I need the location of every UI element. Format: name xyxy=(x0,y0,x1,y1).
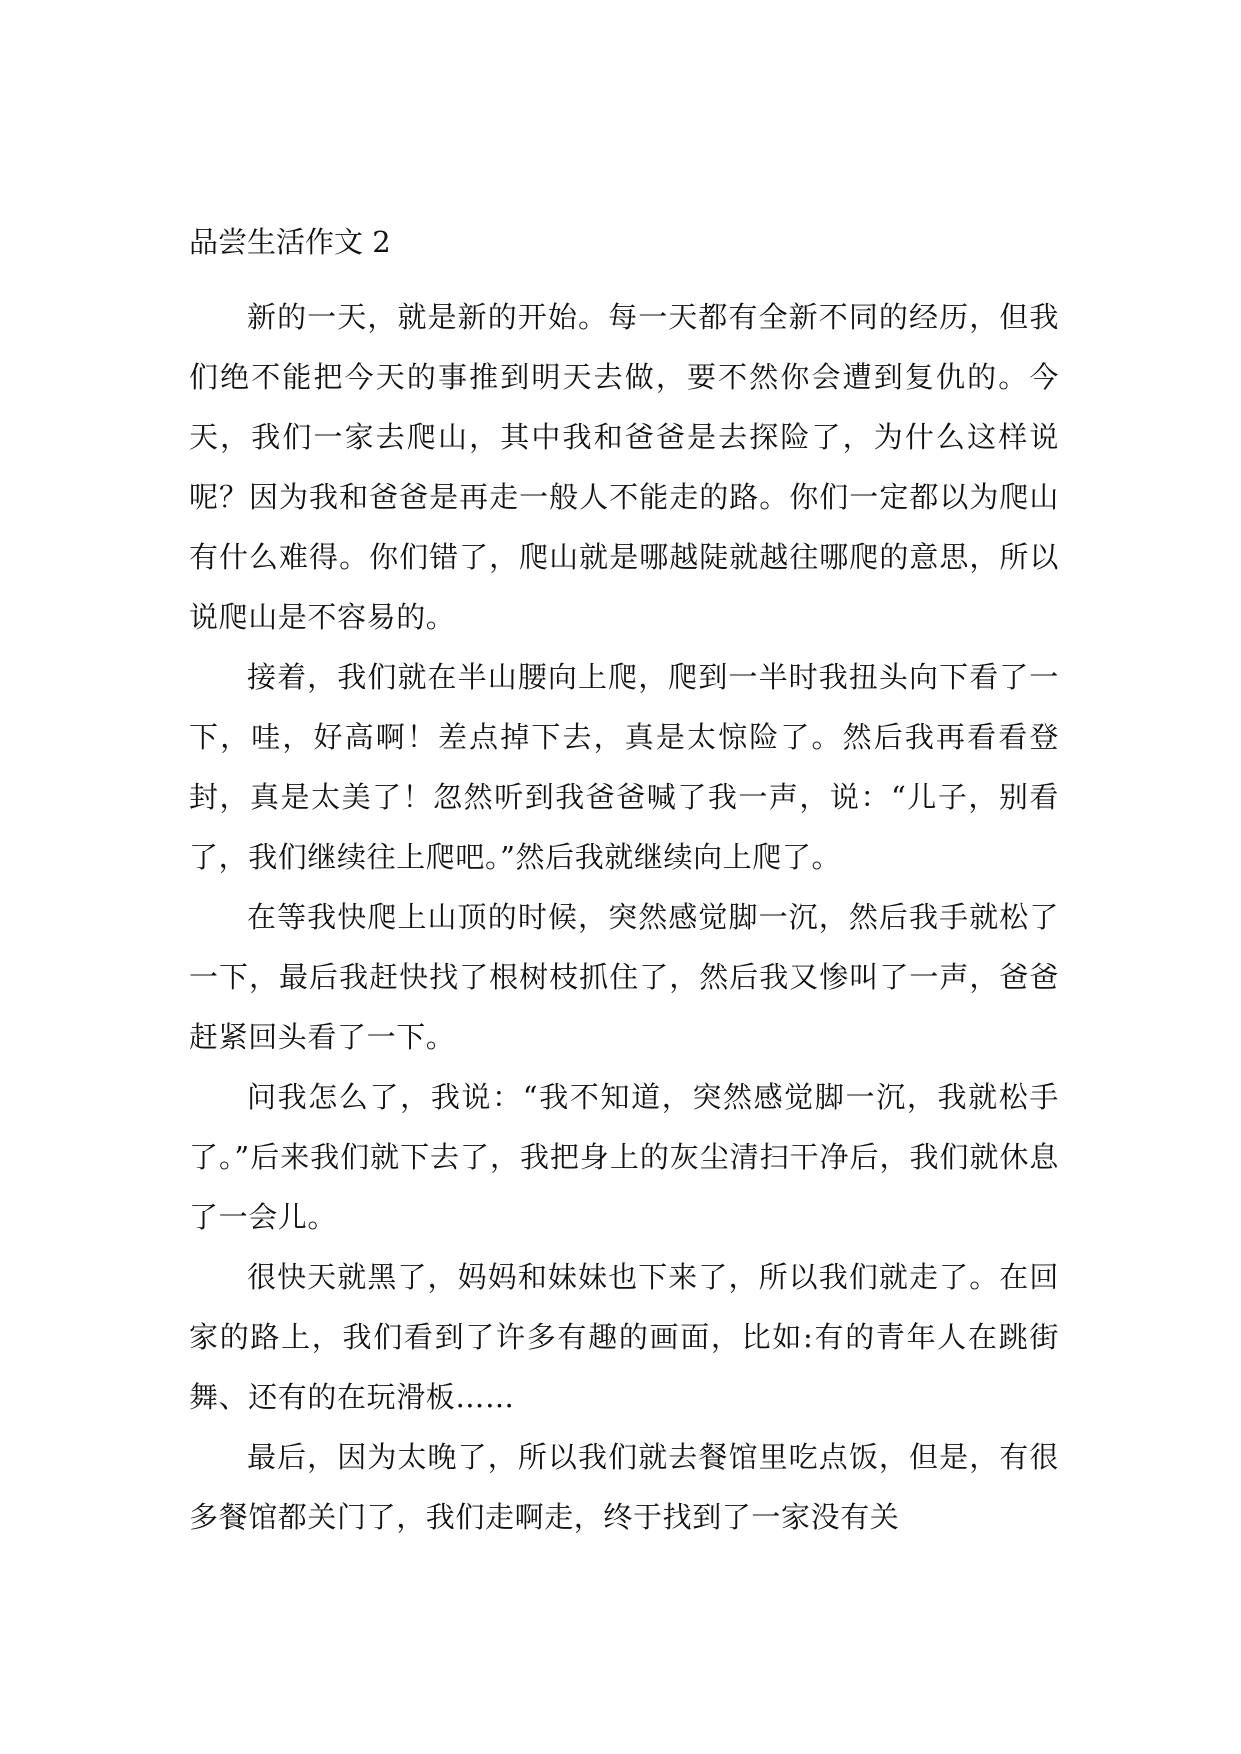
paragraph-4: 问我怎么了，我说：“我不知道，突然感觉脚一沉，我就松手了。”后来我们就下去了，我把身上的灰尘清扫干净后，我们就休息了一会儿。 xyxy=(189,1080,1059,1234)
paragraph-1: 新的一天，就是新的开始。每一天都有全新不同的经历，但我们绝不能把今天的事推到明天去做，要不然你会遭到复仇的。今天，我们一家去爬山，其中我和爸爸是去探险了，为什么这样说呢？因为我和爸爸是再走一般人不能走的路。你们一定都以为爬山有什么难得。你们错了，爬山就是哪越陡就越往哪爬的意思，所以说爬山是不容易的。 xyxy=(189,300,1059,634)
paragraph-5: 很快天就黑了，妈妈和妹妹也下来了，所以我们就走了。在回家的路上，我们看到了许多有趣的画面，比如:有的青年人在跳街舞、还有的在玩滑板…… xyxy=(189,1260,1059,1414)
paragraph-3: 在等我快爬上山顶的时候，突然感觉脚一沉，然后我手就松了一下，最后我赶快找了根树枝抓住了，然后我又惨叫了一声，爸爸赶紧回头看了一下。 xyxy=(189,900,1059,1054)
document-title: 品尝生活作文 2 xyxy=(189,225,391,259)
paragraph-6: 最后，因为太晚了，所以我们就去餐馆里吃点饭，但是，有很多餐馆都关门了，我们走啊走，终于找到了一家没有关 xyxy=(189,1440,1059,1534)
paragraph-2: 接着，我们就在半山腰向上爬，爬到一半时我扭头向下看了一下，哇，好高啊！差点掉下去，真是太惊险了。然后我再看看登封，真是太美了！忽然听到我爸爸喊了我一声，说：“儿子，别看了，我们继续往上爬吧。”然后我就继续向上爬了。 xyxy=(189,660,1059,874)
document-body xyxy=(189,225,1059,1547)
